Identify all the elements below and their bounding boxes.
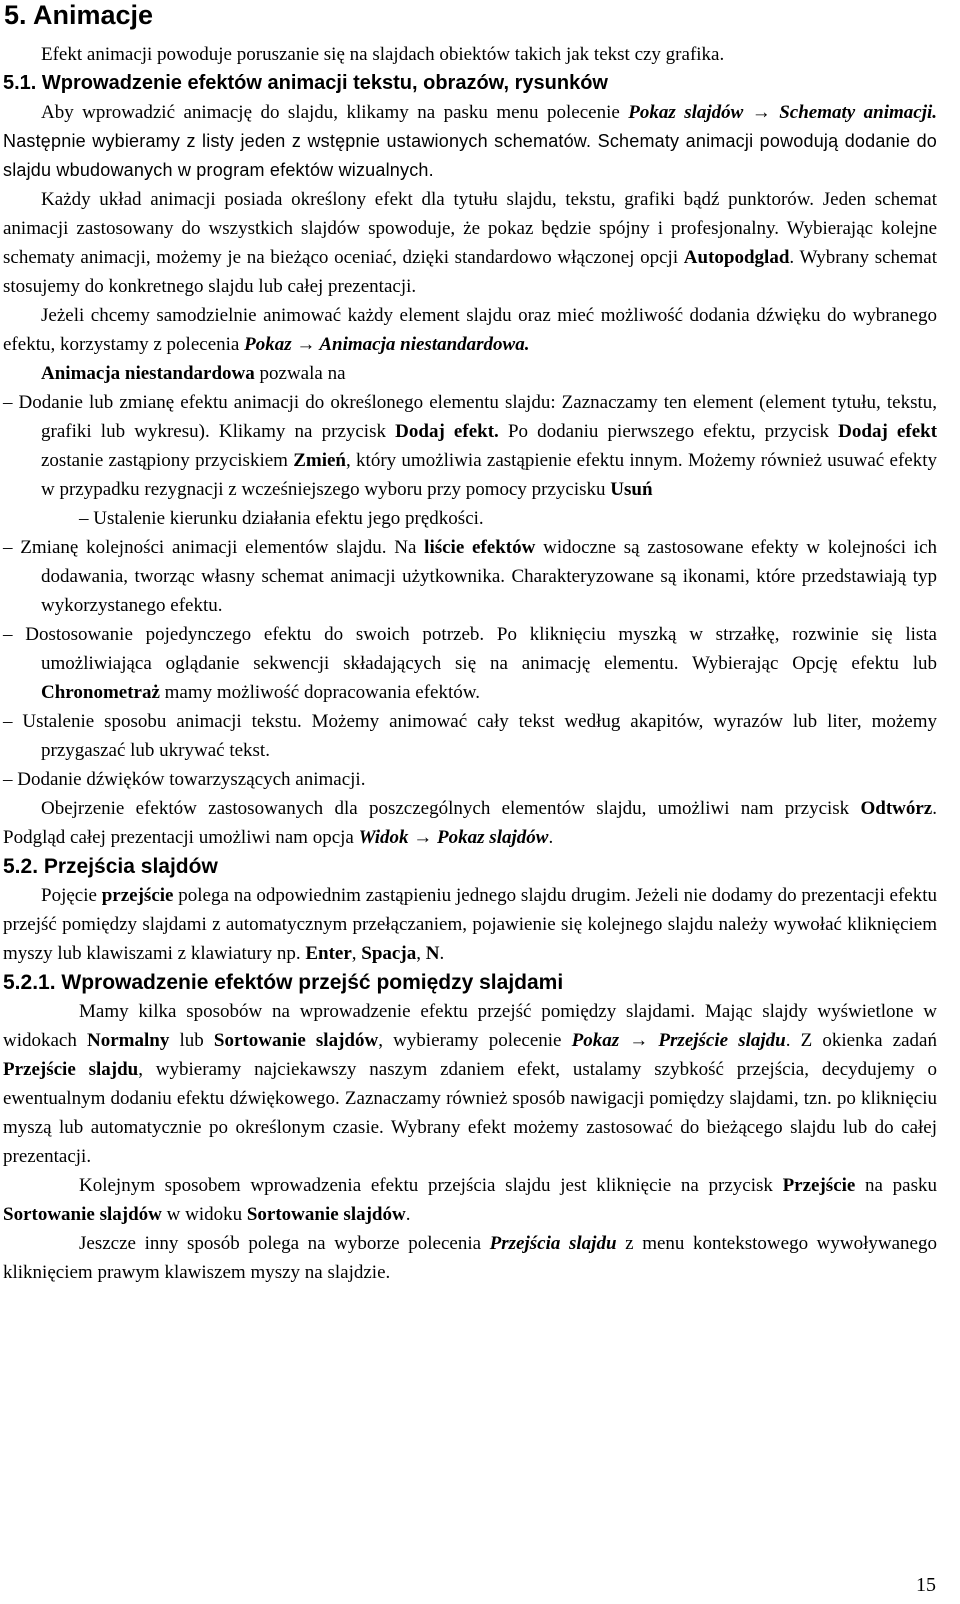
paragraph-9: Jeszcze inny sposób polega na wyborze polecenia Przejścia slajdu z menu kontekstowego wywoływanego kliknięciem prawym klawiszem myszy na slajdzie. bbox=[3, 1233, 937, 1283]
page-number: 15 bbox=[916, 1574, 936, 1596]
paragraph-7: Mamy kilka sposobów na wprowadzenie efektu przejść pomiędzy slajdami. Mając slajdy wyświetlone w widokach Normalny lub Sortowanie slajdów, wybieramy polecenie Pokaz → Przejście slajdu. Z okienka zadań Przejście slajdu, wybieramy najciekawszy naszym zdaniem efekt, ustalamy szybkość przejścia, decydujemy o ewentualnym dodaniu efektu dźwiękowego. Zaznaczamy również sposób nawigacji pomiędzy slajdami, tzn. po kliknięciu myszą lub automatycznie po określonym czasie. Wybrany efekt możemy zastosować do bieżącego slajdu lub do całej prezentacji. bbox=[3, 1001, 937, 1167]
list-item-text-animation: – Ustalenie sposobu animacji tekstu. Możemy animować cały tekst według akapitów, wyrazów lub liter, możemy przygaszać lub ukrywać tekst. bbox=[3, 711, 937, 761]
list-item-customize: – Dostosowanie pojedynczego efektu do swoich potrzeb. Po kliknięciu myszką w strzałkę, rozwinie się lista umożliwiająca oglądanie sekwencji składających się na animację elementu. Wybierając Opcję efektu lub Chronometraż mamy możliwość dopracowania efektów. bbox=[3, 624, 937, 703]
paragraph-8: Kolejnym sposobem wprowadzenia efektu przejścia slajdu jest kliknięcie na przycisk Przejście na pasku Sortowanie slajdów w widoku Sortowanie slajdów. bbox=[3, 1175, 937, 1225]
section-5-1-heading: 5.1. Wprowadzenie efektów animacji tekstu, obrazów, rysunków bbox=[3, 72, 608, 94]
list-item-sounds: – Dodanie dźwięków towarzyszących animacji. bbox=[3, 769, 366, 790]
paragraph-5: Obejrzenie efektów zastosowanych dla poszczególnych elementów slajdu, umożliwi nam przycisk Odtwórz. Podgląd całej prezentacji umożliwi nam opcja Widok → Pokaz slajdów. bbox=[3, 798, 937, 848]
section-5-intro bbox=[3, 40, 937, 1287]
sub-item-direction: – Ustalenie kierunku działania efektu jego prędkości. bbox=[79, 508, 484, 529]
section-5-2-heading: 5.2. Przejścia slajdów bbox=[3, 855, 218, 878]
chapter-heading: 5. Animacje bbox=[4, 0, 154, 30]
section-5-2-1-heading: 5.2.1. Wprowadzenie efektów przejść pomiędzy slajdami bbox=[3, 971, 564, 994]
paragraph-2: Każdy układ animacji posiada określony efekt dla tytułu slajdu, tekstu, grafiki bądź punktorów. Jeden schemat animacji zastosowany do wszystkich slajdów spowoduje, że pokaz będzie spójny i profesjonalny. Wybierając kolejne schematy animacji, możemy je na bieżąco oceniać, dzięki standardowo włączonej opcji Autopodglad. Wybrany schemat stosujemy do konkretnego slajdu lub całej prezentacji. bbox=[3, 189, 937, 297]
list-item-order: – Zmianę kolejności animacji elementów slajdu. Na liście efektów widoczne są zastosowane efekty w kolejności ich dodawania, tworząc własny schemat animacji użytkownika. Charakteryzowane są ikonami, które przedstawiają typ wykorzystanego efektu. bbox=[3, 537, 938, 616]
paragraph-3: Jeżeli chcemy samodzielnie animować każdy element slajdu oraz mieć możliwość dodania dźwięku do wybranego efektu, korzystamy z polecenia Pokaz → Animacja niestandardowa. bbox=[3, 305, 937, 355]
paragraph-4: Animacja niestandardowa pozwala na bbox=[41, 363, 346, 384]
paragraph-6: Pojęcie przejście polega na odpowiednim zastąpieniu jednego slajdu drugim. Jeżeli nie dodamy do prezentacji efektu przejść pomiędzy slajdami z automatycznym przełączaniem, pojawienie się kolejnego slajdu należy wywołać kliknięciem myszy lub klawiszami z klawiatury np. Enter, Spacja, N. bbox=[3, 885, 937, 964]
paragraph-1: Aby wprowadzić animację do slajdu, klikamy na pasku menu polecenie Pokaz slajdów → Schematy animacji. Następnie wybieramy z listy jeden z wstępnie ustawionych schematów. Schematy animacji powodują dodanie do slajdu wbudowanych w program efektów wizualnych. bbox=[3, 102, 938, 180]
list-item-add-effect: – Dodanie lub zmianę efektu animacji do określonego elementu slajdu: Zaznaczamy ten element (element tytułu, tekstu, grafiki lub wykresu). Klikamy na przycisk Dodaj efekt. Po dodaniu pierwszego efektu, przycisk Dodaj efekt zostanie zastąpiony przyciskiem Zmień, który umożliwia zastąpienie efektu innym. Możemy również usuwać efekty w przypadku rezygnacji z wcześniejszego wyboru przy pomocy przycisku Usuń bbox=[3, 392, 938, 500]
intro-paragraph: Efekt animacji powoduje poruszanie się na slajdach obiektów takich jak tekst czy grafika. bbox=[41, 44, 725, 65]
